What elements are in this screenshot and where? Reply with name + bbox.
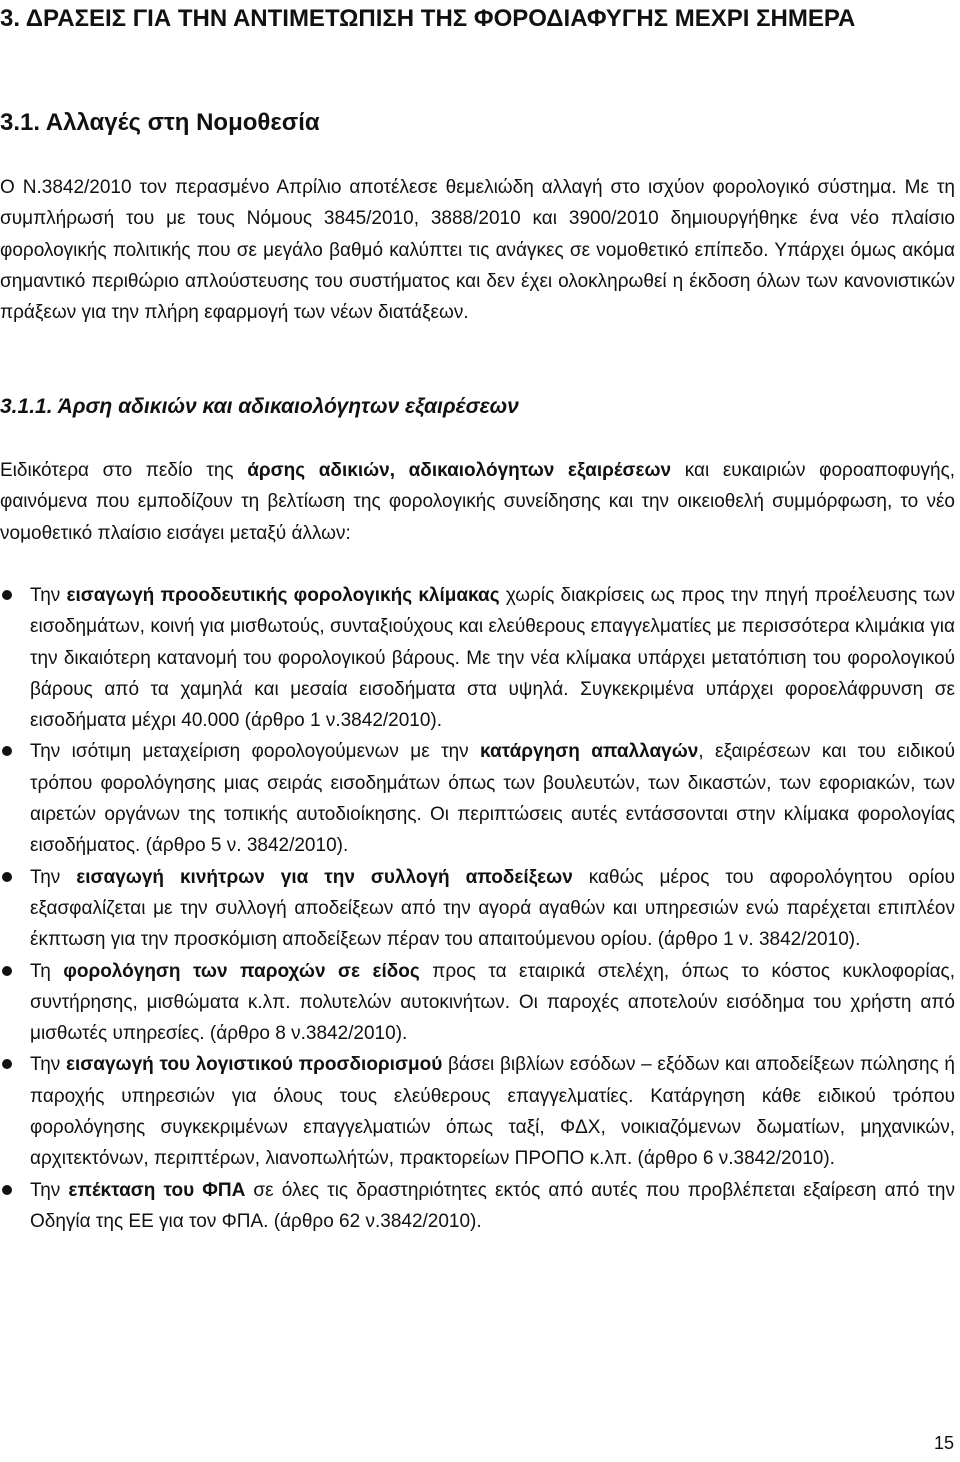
bullet-dot-icon	[2, 1059, 12, 1069]
lead-text-1: Ειδικότερα στο πεδίο της	[0, 460, 248, 481]
bullet-text: Την	[30, 1054, 66, 1076]
bullet-text: χωρίς διακρίσεις ως προς την πηγή προέλευσης των εισοδημάτων, κοινή για μισθωτούς, συνταξιούχους και ελεύθερους επαγγελματίες με περισσότερα κλιμάκια για την δικαιότερη κατανομή του φορολογικού βάρους. Με την νέα κλίμακα υπάρχει μετατόπιση του φορολογικού βάρους από τα χαμηλά και μεσαία εισοδήματα στα υψηλά. Συγκεκριμένα υπάρχει φοροελάφρυνση σε εισοδήματα μέχρι 40.000 (άρθρο 1 ν.3842/2010).	[30, 585, 956, 732]
bullet-text: Την	[30, 866, 77, 888]
bullet-item	[0, 1049, 955, 1174]
bullet-item	[0, 862, 955, 956]
bullet-dot-icon	[2, 1185, 12, 1195]
bullet-bold: επέκταση του ΦΠΑ	[68, 1179, 246, 1201]
bullet-text: βάσει βιβλίων εσόδων – εξόδων και αποδείξεων πώλησης ή παροχής υπηρεσιών για όλους τους ελεύθερους επαγγελματίες. Κατάργηση κάθε ειδικού τρόπου φορολόγησης συγκεκριμένων επαγγελματιών όπως ταξί, ΦΔΧ, νοικιαζόμενων δωματίων, μηχανικών, αρχιτεκτόνων, περιπτέρων, λιανοπωλήτών, πρακτορείων ΠΡΟΠΟ κ.λπ. (άρθρο 6 ν.3842/2010).	[30, 1054, 955, 1170]
bullet-text: σε όλες τις δραστηριότητες εκτός από αυτές που προβλέπεται εξαίρεση από την Οδηγία της ΕΕ για τον ΦΠΑ. (άρθρο 62 ν.3842/2010).	[30, 1179, 955, 1232]
bullet-dot-icon	[2, 872, 12, 882]
bullet-bold: εισαγωγή του λογιστικού προσδιορισμού	[65, 1054, 443, 1076]
lead-paragraph	[0, 455, 955, 549]
bullet-bold: εισαγωγή κινήτρων για την συλλογή αποδείξεων	[76, 866, 573, 888]
bullet-item	[0, 956, 955, 1050]
bullet-bold: φορολόγηση των παροχών σε είδος	[63, 960, 420, 982]
bullet-text: προς τα εταιρικά στελέχη, όπως το κόστος κυκλοφορίας, συντήρησης, μισθώματα κ.λπ. πολυτελών αυτοκινήτων. Οι παροχές αποτελούν εισόδημα του χρήστη από μισθωτές υπηρεσίες. (άρθρο 8 ν.3842/2010).	[30, 960, 955, 1045]
lead-bold: άρσης αδικιών, αδικαιολόγητων εξαιρέσεων	[247, 460, 672, 481]
bullet-dot-icon	[2, 966, 12, 976]
bullet-item	[0, 1175, 955, 1238]
bullet-text: Την	[30, 585, 67, 606]
bullet-text: Τη	[30, 960, 64, 982]
page-number: 15	[933, 1433, 954, 1453]
intro-paragraph: Ο Ν.3842/2010 τον περασμένο Απρίλιο αποτέλεσε θεμελιώδη αλλαγή στο ισχύον φορολογικό σύστημα. Με τη συμπλήρωσή του με τους Νόμους 3845/2010, 3888/2010 και 3900/2010 δημιουργήθηκε ένα νέο πλαίσιο φορολογικής πολιτικής που σε μεγάλο βαθμό καλύπτει τις ανάγκες σε νομοθετικό επίπεδο. Υπάρχει όμως ακόμα σημαντικό περιθώριο απλούστευσης του συστήματος και δεν έχει ολοκληρωθεί η έκδοση όλων των κανονιστικών πράξεων για την πλήρη εφαρμογή των νέων διατάξεων.	[0, 177, 955, 324]
bullet-dot-icon	[2, 590, 12, 600]
lead-text-2: και ευκαιριών φοροαποφυγής, φαινόμενα που εμποδίζουν τη βελτίωση της φορολογικής συνείδησης και την οικειοθελή συμμόρφωση, το νέο νομοθετικό πλαίσιο εισάγει μεταξύ άλλων:	[0, 460, 956, 544]
bullet-item	[0, 580, 955, 736]
bullet-text: Την ισότιμη μεταχείριση φορολογούμενων με την	[30, 741, 481, 763]
subsection-heading: 3.1. Αλλαγές στη Νομοθεσία	[0, 109, 320, 136]
bullet-text: , εξαιρέσεων και του ειδικού τρόπου φορολόγησης μιας σειράς εισοδημάτων όπως των βουλευτών, των δικαστών, των εφοριακών, των αιρετών οργάνων της τοπικής αυτοδιοίκησης. Οι περιπτώσεις αυτές εντάσσονται στην κλίμακα φορολογίας εισοδήματος. (άρθρο 5 ν. 3842/2010).	[30, 741, 955, 857]
bullet-bold: κατάργηση απαλλαγών	[480, 741, 699, 763]
bullet-bold: εισαγωγή προοδευτικής φορολογικής κλίμακας	[66, 585, 500, 606]
bullet-dot-icon	[2, 746, 12, 756]
subsubsection-heading: 3.1.1. Άρση αδικιών και αδικαιολόγητων εξαιρέσεων	[0, 395, 519, 418]
section-heading: 3. ΔΡΑΣΕΙΣ ΓΙΑ ΤΗΝ ΑΝΤΙΜΕΤΩΠΙΣΗ ΤΗΣ ΦΟΡΟΔΙΑΦΥΓΗΣ ΜΕΧΡΙ ΣΗΜΕΡΑ	[0, 5, 856, 32]
bullet-text: Την	[30, 1179, 69, 1201]
bullet-text: καθώς μέρος του αφορολόγητου ορίου εξασφαλίζεται με την συλλογή αποδείξεων από την αγορά αγαθών και υπηρεσιών ενώ παρέχεται επιπλέον έκπτωση για την προσκόμιση αποδείξεων πέραν του απαιτούμενου ορίου. (άρθρο 1 ν. 3842/2010).	[30, 866, 955, 951]
bullet-item	[0, 736, 955, 861]
bullet-list	[0, 580, 955, 1237]
